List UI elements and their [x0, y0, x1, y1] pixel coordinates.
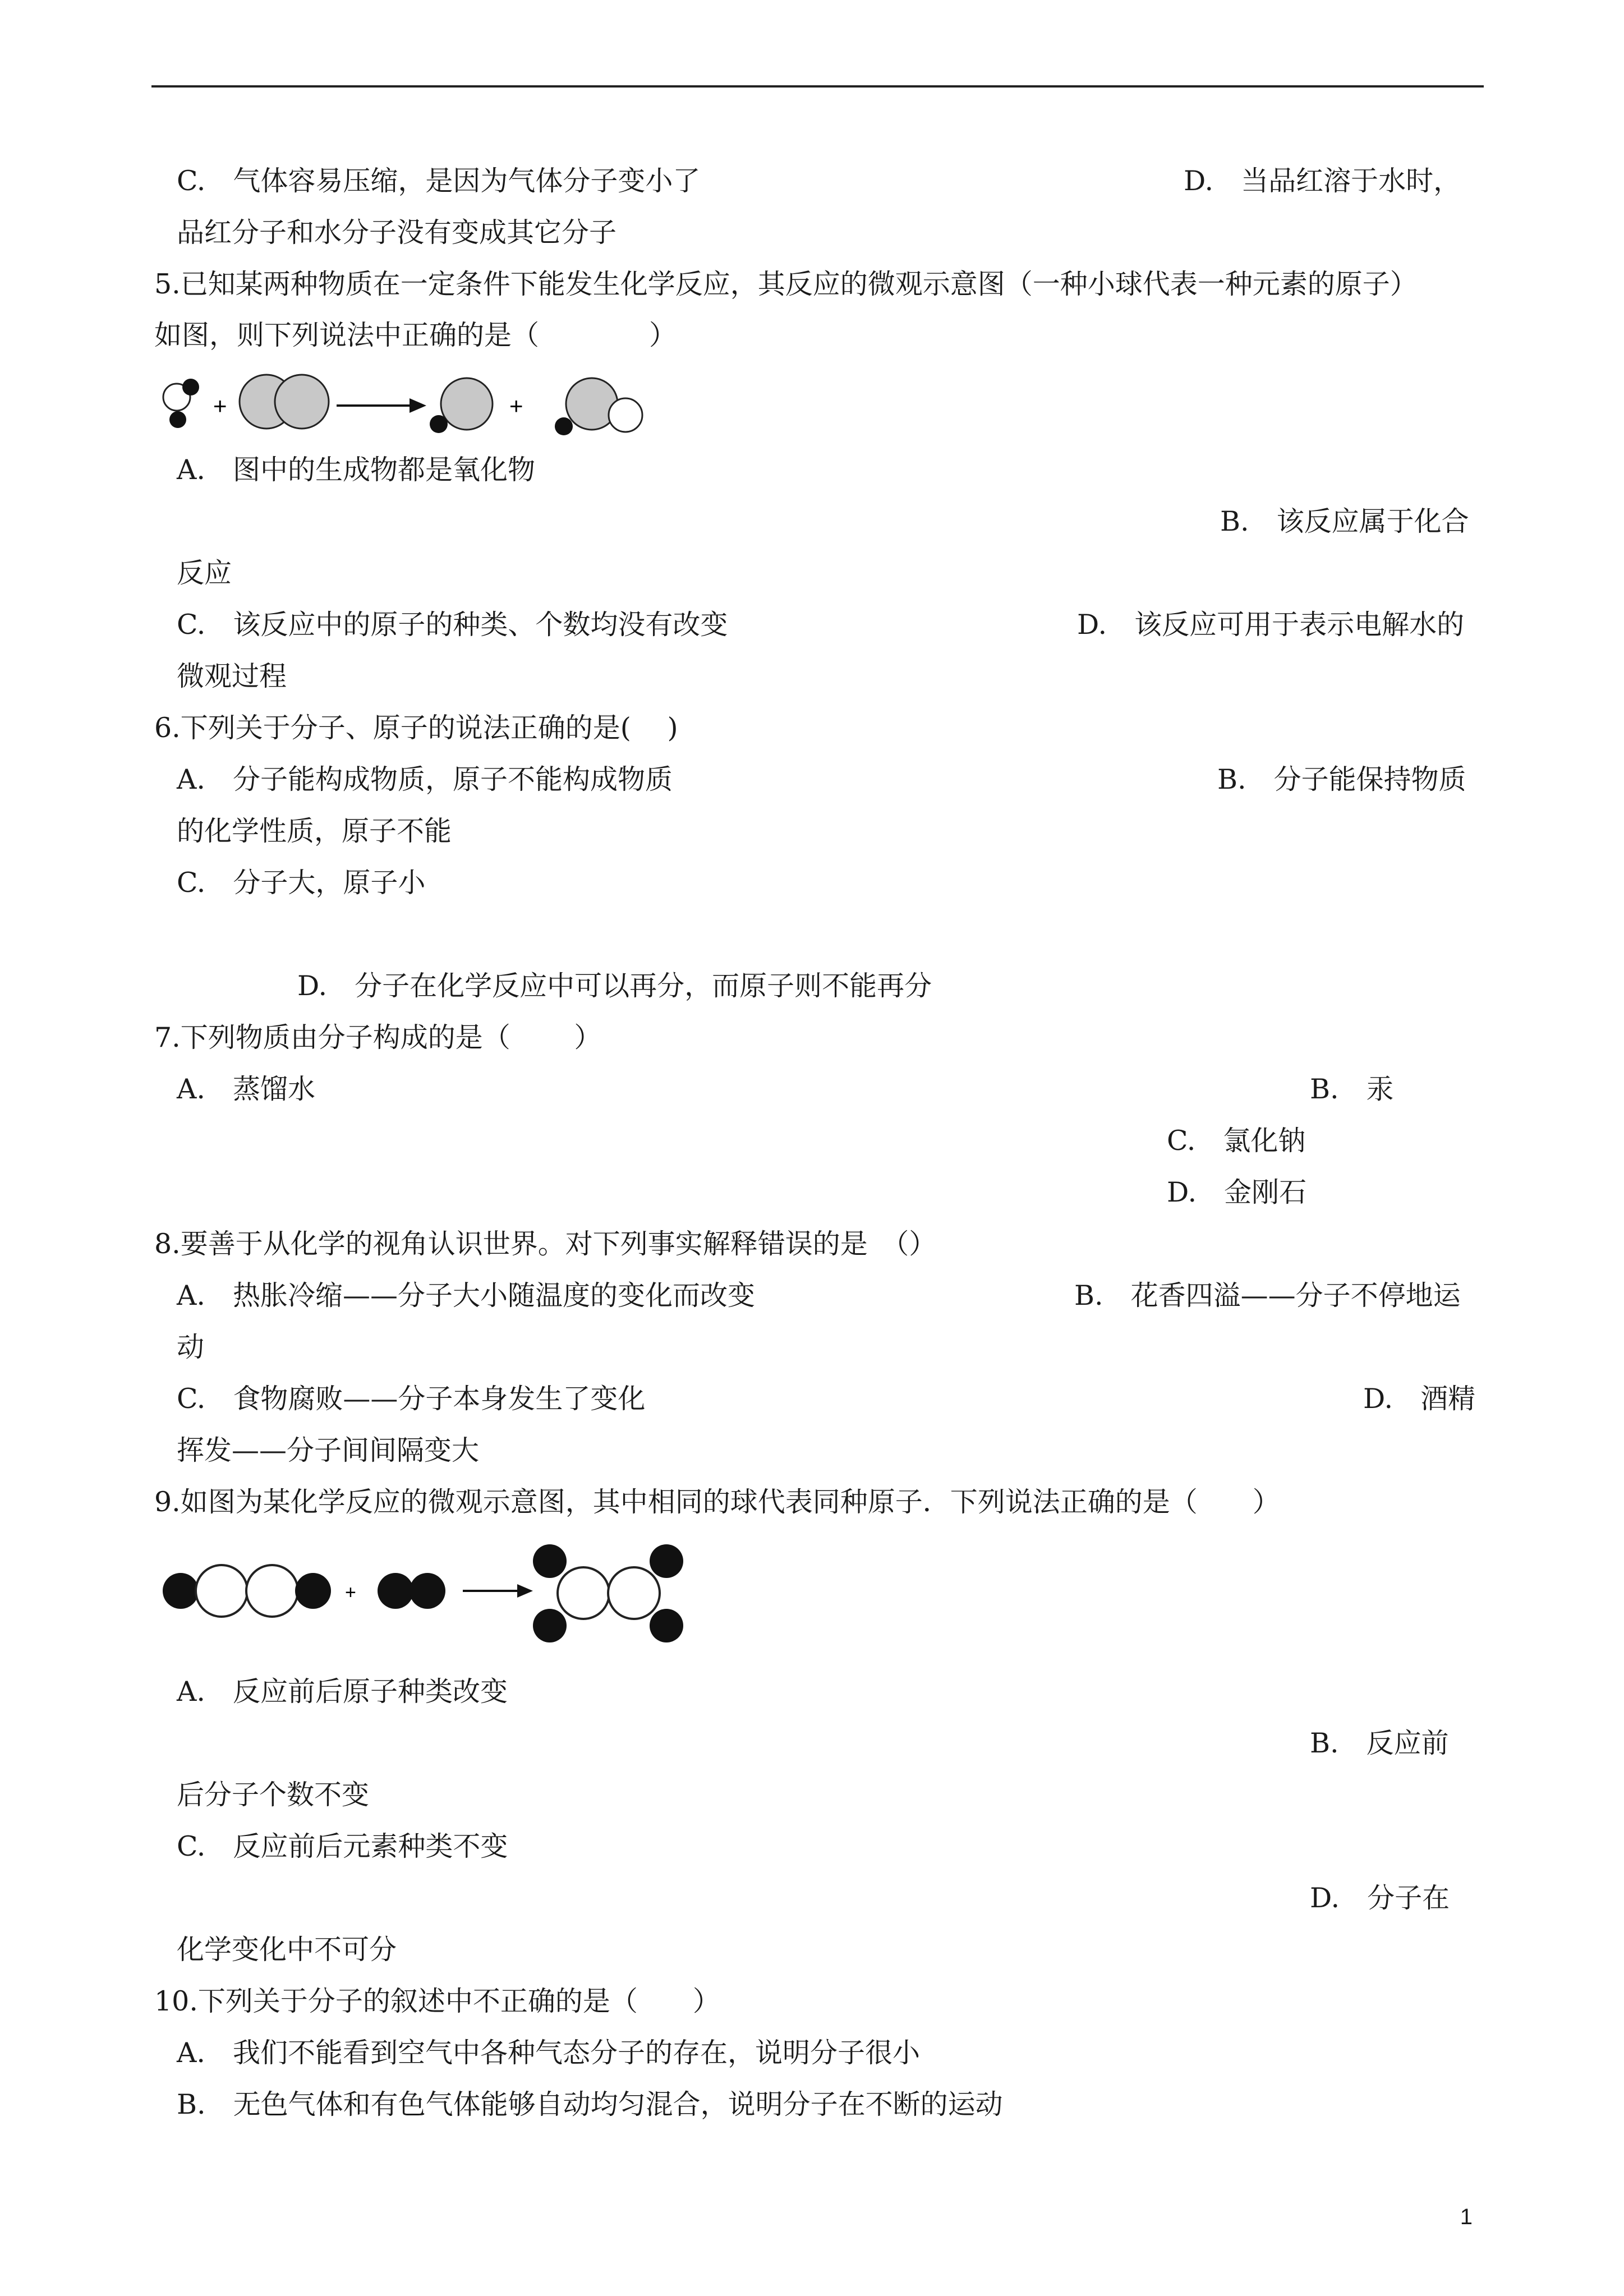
q9-option-b-cont: 后分子个数不变: [177, 1779, 370, 1811]
header-rule: [151, 85, 1484, 88]
q5-option-b-cont: 反应: [177, 557, 232, 589]
q5-option-a: A. 图中的生成物都是氧化物: [177, 454, 535, 486]
q9-option-a: A. 反应前后原子种类改变: [177, 1676, 508, 1708]
q9-black-atom: [533, 1544, 567, 1578]
q6-option-d: D. 分子在化学反应中可以再分，而原子则不能再分: [297, 970, 932, 1002]
q7-option-d: D. 金刚石: [1167, 1176, 1307, 1208]
q6-stem: 6.下列关于分子、原子的说法正确的是( ): [154, 712, 678, 744]
q8-option-a: A. 热胀冷缩——分子大小随温度的变化而改变: [177, 1280, 755, 1312]
q7-option-a: A. 蒸馏水: [177, 1073, 315, 1105]
q5-plus-sign-2: +: [509, 393, 523, 419]
q10-option-b: B. 无色气体和有色气体能够自动均匀混合，说明分子在不断的运动: [177, 2088, 1003, 2120]
q9-stem: 9.如图为某化学反应的微观示意图，其中相同的球代表同种原子．下列说法正确的是（ ）: [154, 1486, 1280, 1518]
q9-black-atom: [295, 1573, 331, 1609]
q8-option-b-cont: 动: [177, 1331, 205, 1363]
q5-gray-atom: [275, 375, 329, 429]
q9-arrow-head: [517, 1584, 533, 1598]
page-number: 1: [1460, 2205, 1473, 2229]
q5-black-atom: [430, 415, 448, 433]
q5-option-c: C. 该反应中的原子的种类、个数均没有改变: [177, 609, 728, 641]
q5-stem-cont: 如图，则下列说法中正确的是（ ）: [154, 319, 677, 351]
q6-option-c: C. 分子大，原子小: [177, 867, 426, 899]
q8-option-b: B. 花香四溢——分子不停地运: [1074, 1280, 1461, 1312]
q9-white-atom: [196, 1565, 247, 1617]
q10-stem: 10.下列关于分子的叙述中不正确的是（ ）: [154, 1985, 720, 2017]
q6-option-b-cont: 的化学性质，原子不能: [177, 815, 452, 847]
q6-option-b: B. 分子能保持物质: [1217, 763, 1466, 795]
q7-option-b: B. 汞: [1310, 1073, 1394, 1105]
q4-option-d: D. 当品红溶于水时，: [1184, 165, 1461, 197]
q9-black-atom: [378, 1573, 413, 1609]
q5-option-d-cont: 微观过程: [177, 660, 287, 692]
q9-black-atom: [650, 1544, 683, 1578]
q4-option-d-cont: 品红分子和水分子没有变成其它分子: [177, 217, 617, 249]
q9-white-atom: [246, 1565, 298, 1617]
q9-white-atom: [608, 1567, 660, 1619]
q9-black-atom: [650, 1609, 683, 1642]
q9-option-d: D. 分子在: [1310, 1882, 1450, 1914]
q5-stem: 5.已知某两种物质在一定条件下能发生化学反应，其反应的微观示意图（一种小球代表一种元素的原子）: [154, 268, 1418, 300]
q9-plus-sign: +: [345, 1582, 356, 1603]
q9-option-b: B. 反应前: [1310, 1727, 1449, 1759]
q9-option-c: C. 反应前后元素种类不变: [177, 1830, 508, 1862]
q8-option-c: C. 食物腐败——分子本身发生了变化: [177, 1383, 646, 1415]
q8-option-d: D. 酒精: [1363, 1383, 1476, 1415]
q10-option-a: A. 我们不能看到空气中各种气态分子的存在，说明分子很小: [177, 2037, 920, 2069]
q5-arrow-head: [410, 398, 426, 413]
q7-option-c: C. 氯化钠: [1167, 1125, 1306, 1157]
q5-gray-atom: [441, 378, 493, 430]
q9-black-atom: [163, 1573, 199, 1609]
q5-black-atom: [169, 411, 186, 428]
q5-option-b: B. 该反应属于化合: [1220, 505, 1469, 537]
q8-option-d-cont: 挥发——分子间间隔变大: [177, 1434, 480, 1466]
q6-option-a: A. 分子能构成物质，原子不能构成物质: [177, 763, 673, 795]
q9-white-atom: [558, 1567, 609, 1619]
q7-stem: 7.下列物质由分子构成的是（ ）: [154, 1022, 602, 1053]
q9-black-atom: [410, 1573, 445, 1609]
q9-option-d-cont: 化学变化中不可分: [177, 1934, 397, 1966]
q9-black-atom: [533, 1609, 567, 1642]
q5-black-atom: [555, 417, 573, 435]
q9-reaction-diagram: [157, 1542, 684, 1642]
q5-black-atom: [182, 379, 199, 395]
q5-white-atom: [609, 398, 642, 432]
q4-option-c: C. 气体容易压缩，是因为气体分子变小了: [177, 165, 701, 197]
q5-option-d: D. 该反应可用于表示电解水的: [1077, 609, 1465, 641]
q8-stem: 8.要善于从化学的视角认识世界。对下列事实解释错误的是 （）: [154, 1228, 937, 1260]
q5-reaction-diagram: [157, 369, 662, 442]
q5-plus-sign: +: [213, 393, 227, 419]
